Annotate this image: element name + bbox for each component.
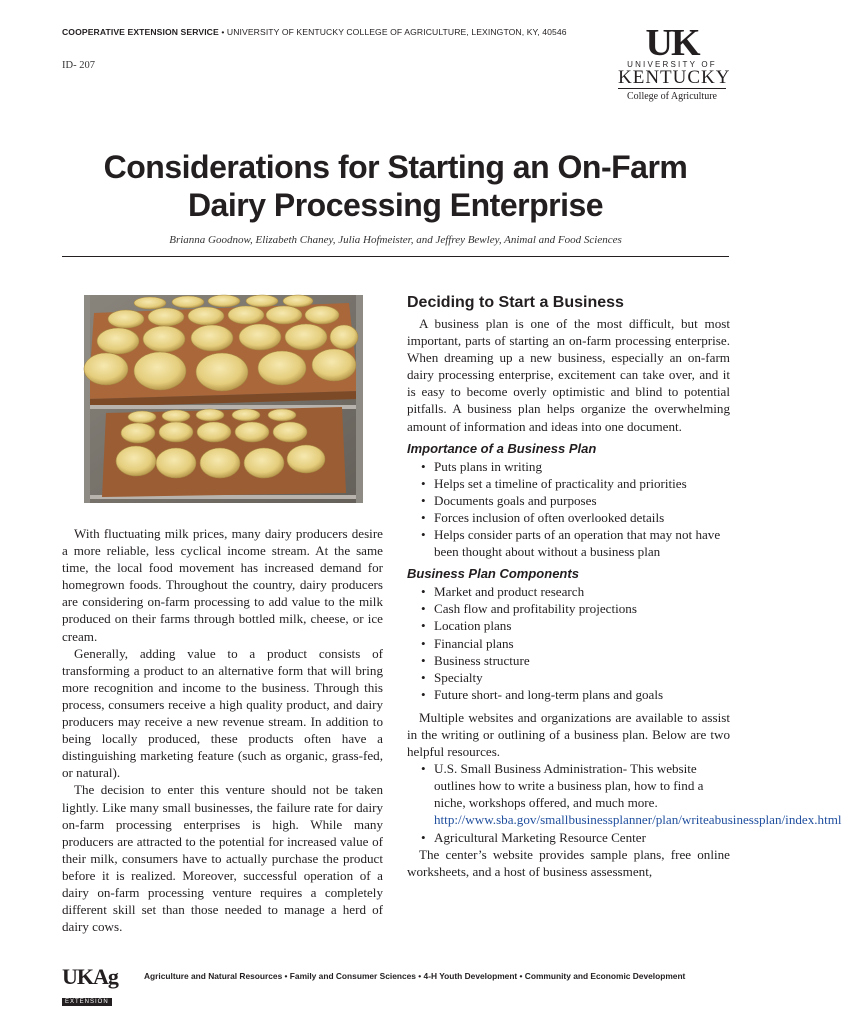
intro-paragraph-3: The decision to enter this venture should not be taken lightly. Like many small businesses, the failure rate for dairy on-farm processing enterprises is high. While many producers are attracted to the potential for increased value of their milk, consumers have to actually purchase the product before it is realized. Moreover, successful operation of a dairy on-farm processing venture requires a completely different skill set than those needed to manage a herd of dairy cows. — [62, 782, 383, 935]
uk-college-logo — [612, 22, 732, 106]
uk-logo-mark: UK — [645, 22, 699, 64]
resource-sba-text: U.S. Small Business Administration- This website outlines how to write a business plan, how to find a niche, workshops offered, and much more. — [434, 761, 704, 811]
list-item: • Specialty — [421, 669, 730, 686]
cheese-racks-photo — [84, 295, 363, 503]
section-heading-deciding: Deciding to Start a Business — [407, 294, 624, 311]
ukag-extension-logo — [62, 964, 132, 1005]
ukag-logo-text: UKAg — [62, 964, 118, 989]
header-org-bold: COOPERATIVE EXTENSION SERVICE — [62, 27, 219, 37]
authors-line: Brianna Goodnow, Elizabeth Chaney, Julia Hofmeister, and Jeffrey Bewley, Animal and Food Sciences — [169, 234, 622, 246]
business-plan-intro: A business plan is one of the most difficult, but most important, parts of starting an on-farm processing enterprise. When dreaming up a new business, especially an on-farm dairy processing enterprise, excitement can take over, and it is easy to become overly optimistic and blind to potential pitfalls. A business plan helps organize the overwhelming amount of information and ideas into one document. — [407, 316, 730, 434]
uk-logo-kentucky: KENTUCKY — [618, 67, 731, 88]
header-organization — [62, 27, 567, 37]
resource-item-agmrc: • Agricultural Marketing Resource Center — [421, 829, 730, 846]
list-item: • Helps consider parts of an operation that may not have been thought about without a business plan — [421, 526, 730, 560]
subheading-components: Business Plan Components — [407, 566, 579, 582]
header-org-rest: • UNIVERSITY OF KENTUCKY COLLEGE OF AGRICULTURE, LEXINGTON, KY, 40546 — [218, 27, 567, 37]
uk-logo-college: College of Agriculture — [627, 91, 717, 102]
resource-item-sba — [421, 760, 842, 828]
intro-paragraph-1: With fluctuating milk prices, many dairy producers desire a more reliable, less cyclical income stream. At the same time, the local food movement has increased demand for homegrown foods. Throughout the country, dairy producers are considering on-farm processing to add value to the milk produced on their farms through bottled milk, cheese, or ice cream. — [62, 526, 383, 644]
list-item: • Forces inclusion of often overlooked details — [421, 509, 730, 526]
list-item: • Future short- and long-term plans and goals — [421, 686, 730, 703]
left-column — [62, 525, 383, 935]
list-item: • Documents goals and purposes — [421, 492, 730, 509]
list-item: • Business structure — [421, 652, 730, 669]
list-item: • Cash flow and profitability projections — [421, 600, 730, 617]
extension-bar: EXTENSION — [62, 998, 112, 1006]
list-item: • Puts plans in writing — [421, 458, 730, 475]
importance-list — [407, 458, 730, 561]
subheading-importance: Importance of a Business Plan — [407, 440, 597, 456]
list-item: • Helps set a timeline of practicality and priorities — [421, 475, 730, 492]
components-list — [407, 583, 730, 703]
list-item: • Market and product research — [421, 583, 730, 600]
list-item: • Financial plans — [421, 635, 730, 652]
title-line-1: Considerations for Starting an On-Farm — [103, 149, 688, 185]
resources-list — [407, 760, 842, 845]
closing-paragraph: The center’s website provides sample plans, free online worksheets, and a host of business assessment, — [407, 846, 730, 879]
right-column — [407, 293, 842, 880]
footer-programs: Agriculture and Natural Resources • Family and Consumer Sciences • 4-H Youth Development • Community and Economic Development — [144, 971, 686, 981]
sba-business-plan-link[interactable]: http://www.sba.gov/smallbusinessplanner/plan/writeabusinessplan/index.html — [434, 812, 842, 828]
resources-intro: Multiple websites and organizations are available to assist in the writing or outlining of a business plan. Below are two helpful resources. — [407, 709, 730, 760]
intro-paragraph-2: Generally, adding value to a product consists of transforming a product to an alternative form that will bring more recognition and income to the business. Through this process, consumers receive a high quality product, and dairy producers may receive a new revenue stream. In addition to being locally produced, these products often have a distinguishing marketing feature (such as organic, grass-fed, or natural). — [62, 645, 383, 781]
uk-logo-university: UNIVERSITY OF — [627, 60, 717, 69]
page-title — [40, 148, 751, 224]
document-id: ID- 207 — [62, 60, 95, 71]
title-line-2: Dairy Processing Enterprise — [187, 187, 604, 223]
list-item: • Location plans — [421, 617, 730, 634]
title-divider — [62, 256, 729, 257]
